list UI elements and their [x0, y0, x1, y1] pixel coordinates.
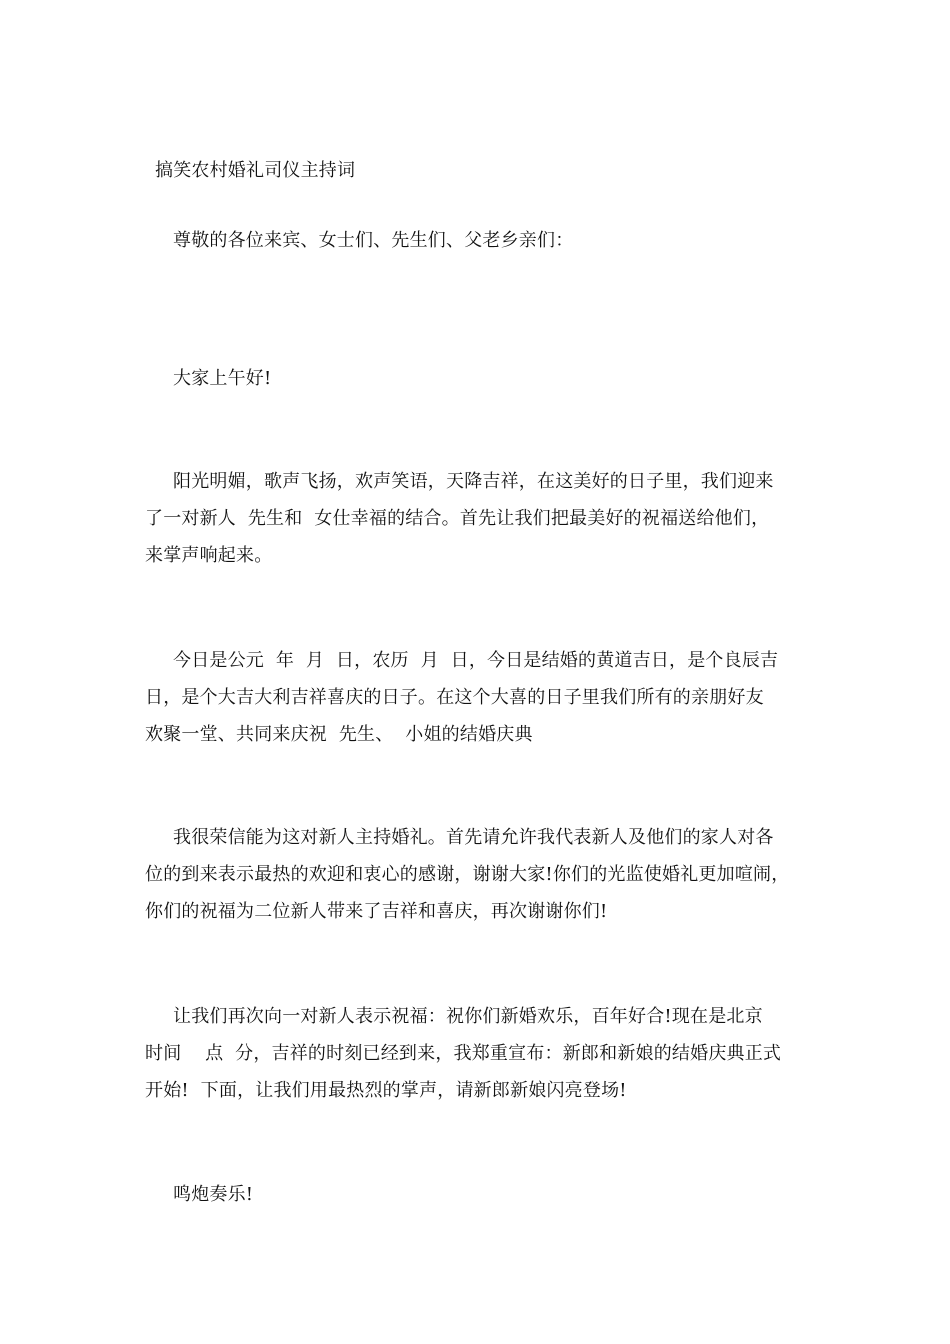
paragraph-1-line-3: 来掌声响起来。	[145, 545, 273, 566]
paragraph-2-line-1: 今日是公元 年 月 日，农历 月 日，今日是结婚的黄道吉日，是个良辰吉	[173, 650, 779, 671]
paragraph-3-line-3: 你们的祝福为二位新人带来了吉祥和喜庆，再次谢谢你们!	[145, 901, 608, 922]
paragraph-2-line-3: 欢聚一堂、共同来庆祝 先生、 小姐的结婚庆典	[145, 724, 533, 745]
closing-line: 鸣炮奏乐!	[173, 1184, 254, 1205]
paragraph-1-line-2: 了一对新人 先生和 女仕幸福的结合。首先让我们把最美好的祝福送给他们，	[145, 508, 770, 529]
document-title: 搞笑农村婚礼司仪主持词	[155, 160, 356, 181]
paragraph-4-line-1: 让我们再次向一对新人表示祝福：祝你们新婚欢乐，百年好合!现在是北京	[173, 1006, 763, 1027]
paragraph-3-line-2: 位的到来表示最热的欢迎和衷心的感谢，谢谢大家!你们的光监使婚礼更加喧闹，	[145, 864, 790, 885]
paragraph-1-line-1: 阳光明媚，歌声飞扬，欢声笑语，天降吉祥，在这美好的日子里，我们迎来	[173, 471, 774, 492]
paragraph-3-line-1: 我很荣信能为这对新人主持婚礼。首先请允许我代表新人及他们的家人对各	[173, 827, 774, 848]
paragraph-4-line-3: 开始! 下面，让我们用最热烈的掌声，请新郎新娘闪亮登场!	[145, 1080, 627, 1101]
morning-greeting: 大家上午好!	[173, 368, 272, 389]
greeting-line: 尊敬的各位来宾、女士们、先生们、父老乡亲们：	[173, 230, 574, 251]
paragraph-2-line-2: 日，是个大吉大利吉祥喜庆的日子。在这个大喜的日子里我们所有的亲朋好友	[145, 687, 764, 708]
paragraph-4-line-2: 时间 点 分，吉祥的时刻已经到来，我郑重宣布：新郎和新娘的结婚庆典正式	[145, 1043, 782, 1064]
